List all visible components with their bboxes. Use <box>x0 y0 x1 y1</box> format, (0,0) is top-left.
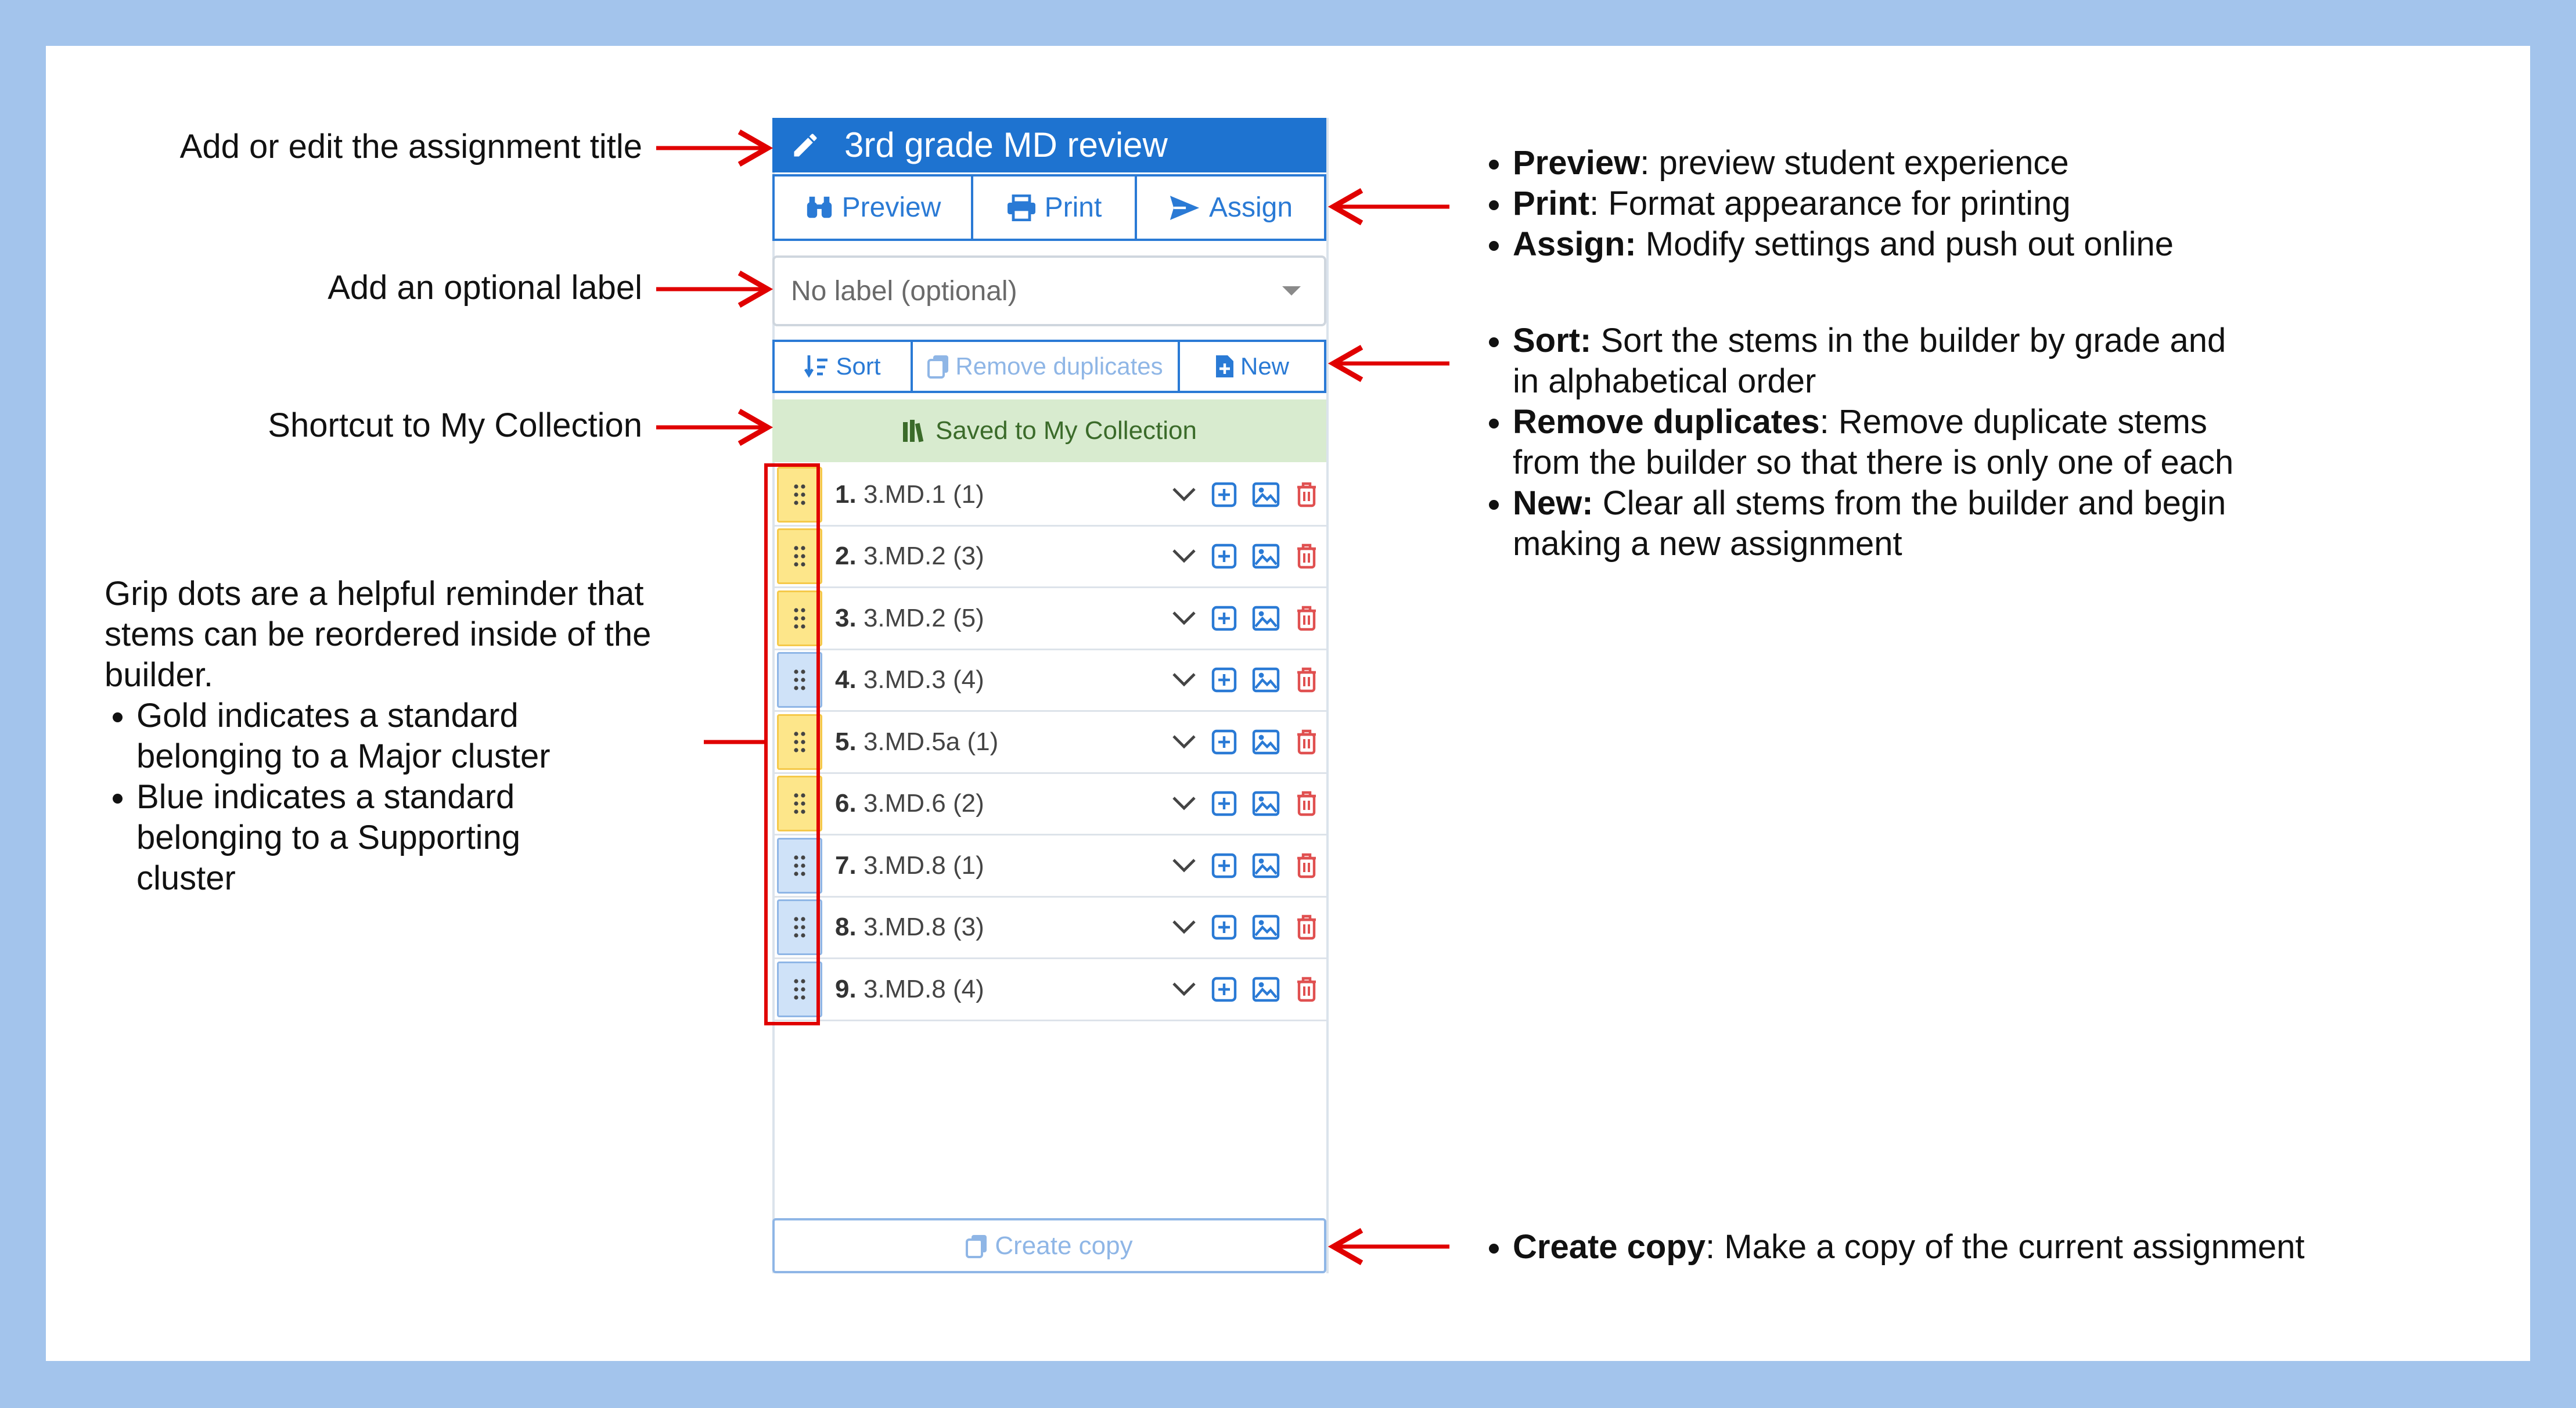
trash-icon[interactable] <box>1295 481 1318 508</box>
sort-term: Sort: <box>1513 322 1592 359</box>
annotation-tools <box>1481 321 2247 564</box>
stem-actions <box>1172 836 1318 896</box>
stem-number: 4. <box>835 665 857 694</box>
assignment-title-bar[interactable] <box>772 118 1326 172</box>
annotation-title: Add or edit the assignment title <box>179 128 642 165</box>
file-plus-icon <box>1215 354 1235 379</box>
add-box-icon[interactable] <box>1211 853 1237 878</box>
print-desc: : Format appearance for printing <box>1589 185 2071 222</box>
add-box-icon[interactable] <box>1211 729 1237 755</box>
saved-label: Saved to My Collection <box>936 416 1197 445</box>
send-icon <box>1168 195 1201 221</box>
stem-standard: 3.MD.8 (1) <box>863 851 984 880</box>
stem-row[interactable] <box>772 774 1326 836</box>
annotation-grip-blue: • Blue indicates a standard belonging to a Supporting cluster <box>136 777 589 899</box>
chevron-down-icon[interactable] <box>1172 549 1196 564</box>
preview-button[interactable] <box>772 174 973 241</box>
stem-row[interactable] <box>772 527 1326 589</box>
stem-actions <box>1172 588 1318 649</box>
chevron-down-icon[interactable] <box>1172 611 1196 626</box>
new-desc: Clear all stems from the builder and begin making a new assignment <box>1513 484 2226 563</box>
preview-term: Preview <box>1513 144 1640 182</box>
copy-icon <box>927 354 949 379</box>
stem-number: 6. <box>835 789 857 818</box>
add-box-icon[interactable] <box>1211 977 1237 1002</box>
stem-standard: 3.MD.8 (4) <box>863 974 984 1003</box>
annotation-label: Add an optional label <box>328 269 642 307</box>
new-button[interactable] <box>1180 340 1326 393</box>
image-icon[interactable] <box>1252 606 1280 631</box>
saved-to-collection-link[interactable] <box>772 399 1326 462</box>
stem-label <box>835 665 984 694</box>
add-box-icon[interactable] <box>1211 667 1237 693</box>
add-box-icon[interactable] <box>1211 482 1237 507</box>
trash-icon[interactable] <box>1295 543 1318 570</box>
stem-row[interactable] <box>772 712 1326 774</box>
trash-icon[interactable] <box>1295 914 1318 941</box>
sort-label: Sort <box>836 352 881 380</box>
trash-icon[interactable] <box>1295 976 1318 1003</box>
label-select-value: No label (optional) <box>791 275 1017 307</box>
image-icon[interactable] <box>1252 729 1280 755</box>
image-icon[interactable] <box>1252 853 1280 878</box>
trash-icon[interactable] <box>1295 605 1318 632</box>
stem-label <box>835 604 984 633</box>
chevron-down-icon[interactable] <box>1172 920 1196 935</box>
annotation-grip-intro: Grip dots are a helpful reminder that stems can be reordered inside of the builder. <box>105 575 652 694</box>
add-box-icon[interactable] <box>1211 543 1237 569</box>
assign-button[interactable] <box>1137 174 1326 241</box>
stem-standard: 3.MD.3 (4) <box>863 665 984 694</box>
books-icon <box>902 419 927 443</box>
stem-actions <box>1172 774 1318 834</box>
print-button[interactable] <box>973 174 1137 241</box>
stem-label <box>835 480 984 509</box>
trash-icon[interactable] <box>1295 790 1318 817</box>
annotation-grip-gold: • Gold indicates a standard belonging to a Major cluster <box>136 696 589 777</box>
annotation-grip <box>105 574 714 899</box>
add-box-icon[interactable] <box>1211 914 1237 940</box>
stem-row[interactable] <box>772 836 1326 898</box>
annotation-grip-list <box>105 696 714 899</box>
printer-icon <box>1006 195 1037 221</box>
preview-label: Preview <box>841 192 941 223</box>
assign-term: Assign: <box>1513 225 1636 263</box>
image-icon[interactable] <box>1252 482 1280 507</box>
sort-desc: Sort the stems in the builder by grade and in alphabetical order <box>1513 322 2226 400</box>
stem-row[interactable] <box>772 464 1326 527</box>
stem-row[interactable] <box>772 588 1326 650</box>
stem-standard: 3.MD.8 (3) <box>863 913 984 942</box>
caret-down-icon <box>1282 286 1301 296</box>
trash-icon[interactable] <box>1295 852 1318 879</box>
binoculars-icon <box>805 195 834 221</box>
pencil-icon <box>785 130 826 160</box>
stem-number: 8. <box>835 913 857 942</box>
chevron-down-icon[interactable] <box>1172 982 1196 997</box>
tool-buttons <box>772 340 1326 393</box>
stem-actions <box>1172 464 1318 525</box>
annotation-copy <box>1481 1227 2305 1267</box>
stem-label <box>835 851 984 880</box>
stem-actions <box>1172 898 1318 958</box>
stem-number: 2. <box>835 542 857 571</box>
remove-duplicates-button[interactable] <box>913 340 1180 393</box>
stem-label <box>835 728 998 757</box>
new-term: New: <box>1513 484 1593 522</box>
image-icon[interactable] <box>1252 791 1280 816</box>
add-box-icon[interactable] <box>1211 606 1237 631</box>
stem-actions <box>1172 959 1318 1020</box>
action-buttons <box>772 174 1326 241</box>
annotation-collection: Shortcut to My Collection <box>268 406 642 444</box>
image-icon[interactable] <box>1252 543 1280 569</box>
stem-standard: 3.MD.6 (2) <box>863 789 984 818</box>
stem-standard: 3.MD.5a (1) <box>863 727 999 756</box>
dup-term: Remove duplicates <box>1513 403 1820 441</box>
assign-label: Assign <box>1208 192 1293 223</box>
trash-icon[interactable] <box>1295 667 1318 693</box>
stem-list <box>772 464 1326 1021</box>
stem-number: 3. <box>835 603 857 632</box>
copy-term: Create copy <box>1513 1228 1706 1266</box>
stem-row[interactable] <box>772 959 1326 1021</box>
annotation-actions <box>1481 143 2174 265</box>
stem-standard: 3.MD.2 (3) <box>863 542 984 571</box>
stem-actions <box>1172 527 1318 587</box>
chevron-down-icon[interactable] <box>1172 858 1196 873</box>
stem-number: 1. <box>835 480 857 509</box>
create-copy-button[interactable] <box>772 1218 1326 1273</box>
copy-desc: : Make a copy of the current assignment <box>1706 1228 2305 1266</box>
dup-desc: : Remove duplicate stems from the builder so that there is only one of each <box>1513 403 2234 481</box>
copy-icon <box>966 1234 988 1258</box>
preview-desc: : preview student experience <box>1640 144 2069 182</box>
chevron-down-icon[interactable] <box>1172 796 1196 811</box>
add-box-icon[interactable] <box>1211 791 1237 816</box>
stem-actions <box>1172 712 1318 772</box>
trash-icon[interactable] <box>1295 729 1318 755</box>
assignment-title[interactable]: 3rd grade MD review <box>844 125 1168 164</box>
chevron-down-icon[interactable] <box>1172 672 1196 687</box>
create-copy-label: Create copy <box>995 1231 1133 1260</box>
new-label: New <box>1240 352 1290 380</box>
stem-label <box>835 913 984 942</box>
grip-highlight-box <box>764 463 820 1025</box>
chevron-down-icon[interactable] <box>1172 487 1196 502</box>
image-icon[interactable] <box>1252 667 1280 693</box>
image-icon[interactable] <box>1252 977 1280 1002</box>
sort-button[interactable] <box>772 340 913 393</box>
image-icon[interactable] <box>1252 914 1280 940</box>
assign-desc: Modify settings and push out online <box>1636 225 2174 263</box>
stem-label <box>835 542 984 571</box>
stem-number: 7. <box>835 851 857 880</box>
print-term: Print <box>1513 185 1590 222</box>
stem-row[interactable] <box>772 898 1326 960</box>
label-select[interactable] <box>772 255 1326 326</box>
stem-number: 5. <box>835 727 857 756</box>
stem-number: 9. <box>835 974 857 1003</box>
chevron-down-icon[interactable] <box>1172 734 1196 750</box>
stem-row[interactable] <box>772 650 1326 712</box>
stem-standard: 3.MD.2 (5) <box>863 603 984 632</box>
stem-label <box>835 975 984 1004</box>
stem-label <box>835 789 984 818</box>
remove-duplicates-label: Remove duplicates <box>955 352 1163 380</box>
stem-actions <box>1172 650 1318 711</box>
sort-icon <box>804 354 830 379</box>
print-label: Print <box>1044 192 1102 223</box>
stem-standard: 3.MD.1 (1) <box>863 480 984 509</box>
